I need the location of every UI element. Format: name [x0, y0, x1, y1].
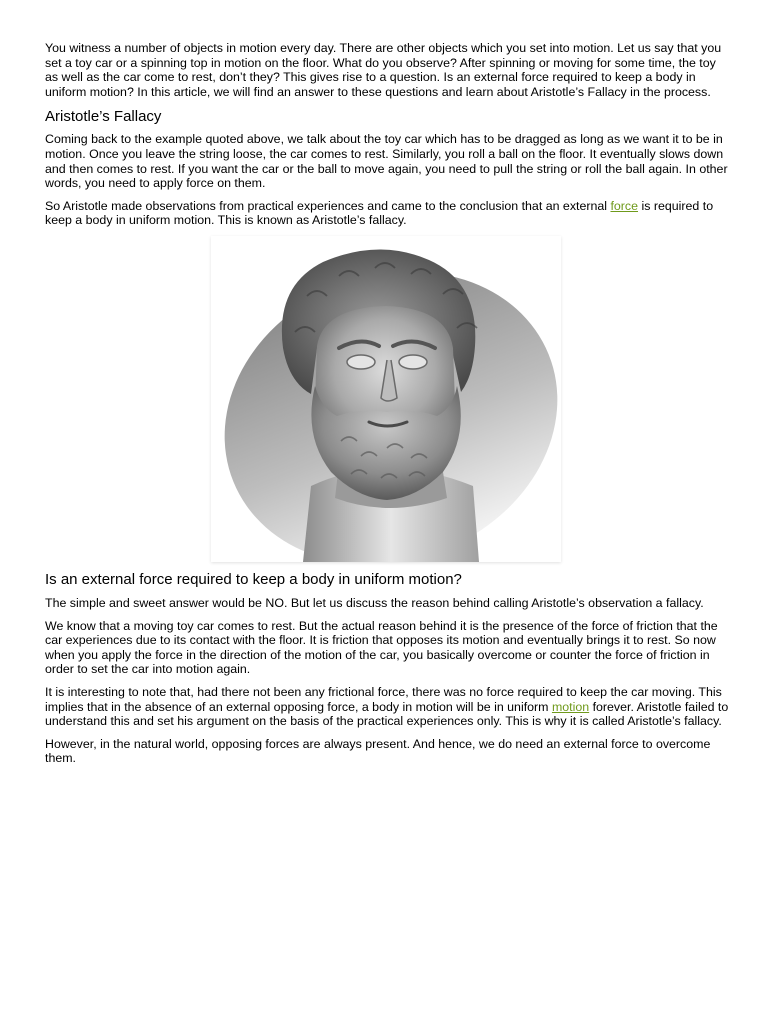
paragraph-however: However, in the natural world, opposing forces are always present. And hence, we do need an external force to overcome them. — [45, 736, 711, 766]
intro-paragraph: You witness a number of objects in motion every day. There are other objects which you set into motion. Let us say that you set a toy car or a spinning top in motion on the floor. What do you observe? After spinning or moving for some time, the toy as well as the car come to rest, don’t they? This gives rise to a question. Is an external force required to keep a body in uniform motion? In this article, we will find an answer to these questions and learn about Aristotle’s Fallacy in the process. — [45, 41, 722, 99]
heading-aristotles-fallacy: Aristotle’s Fallacy — [45, 108, 162, 126]
paragraph-interesting-text-1: It is interesting to note that, had there not been any frictional force, there was no force required to keep the car moving. This implies that in the absence of an external opposing force, a body in motion will be in uniform — [45, 684, 722, 714]
paragraph-coming-back: Coming back to the example quoted above, we talk about the toy car which has to be dragged as long as we want it to be in motion. Once you leave the string loose, the car comes to rest. Similarly, you roll a ball on the floor. It eventually slows down and then comes to rest. If you want the car or the ball to move again, you need to pull the string or roll the ball again. In other words, you need to apply force on them. — [45, 132, 728, 191]
article — [45, 41, 730, 774]
motion-link[interactable]: motion — [551, 699, 590, 714]
bust-eye-left — [347, 355, 375, 369]
heading-external-force-question: Is an external force required to keep a body in uniform motion? — [45, 570, 462, 588]
paragraph-we-know: We know that a moving toy car comes to rest. But the actual reason behind it is the presence of the force of friction that the car experiences due to its contact with the floor. It is friction that opposes its motion and eventually brings it to rest. So now when you apply the force in the direction of the motion of the car, you basically overcome or counter the force of friction in order to set the car into motion again. — [45, 618, 718, 677]
paragraph-simple-answer: The simple and sweet answer would be NO. But let us discuss the reason behind calling Aristotle’s observation a fallacy. — [45, 595, 704, 610]
aristotle-figure — [211, 236, 561, 562]
paragraph-so-aristotle-text-1: So Aristotle made observations from practical experiences and came to the conclusion that an external — [45, 198, 611, 213]
paragraph-so-aristotle-text-2: is required to keep a body in uniform motion. This is known as Aristotle’s fallacy. — [45, 198, 714, 228]
paragraph-interesting-text-2: forever. Aristotle failed to understand this and set his argument on the basis of the practical experiences only. This is why it is called Aristotle’s fallacy. — [45, 699, 729, 729]
paragraph-interesting — [45, 685, 730, 729]
paragraph-so-aristotle — [45, 199, 730, 228]
force-link[interactable]: force — [610, 198, 639, 213]
bust-eye-right — [399, 355, 427, 369]
aristotle-bust-image — [211, 236, 561, 562]
